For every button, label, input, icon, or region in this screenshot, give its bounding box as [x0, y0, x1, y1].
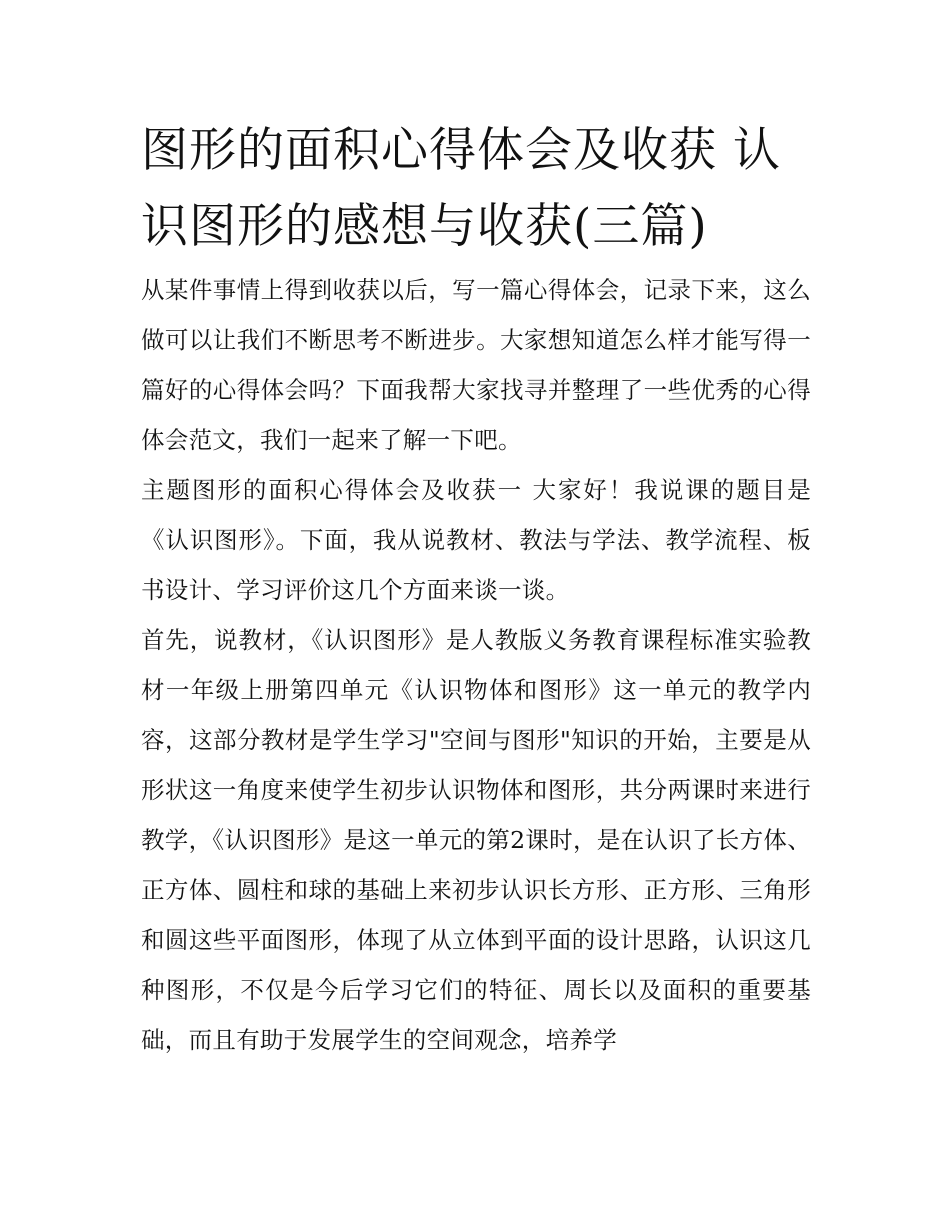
document-page	[141, 113, 811, 1065]
paragraph-textbook: 首先，说教材，《认识图形》是人教版义务教育课程标准实验教材一年级上册第四单元《认识物体和图形》这一单元的教学内容，这部分教材是学生学习"空间与图形"知识的开始，主要是从形状这一角度来使学生初步认识物体和图形，共分两课时来进行教学，《认识图形》是这一单元的第2课时，是在认识了长方体、正方体、圆柱和球的基础上来初步认识长方形、正方形、三角形和圆这些平面图形，体现了从立体到平面的设计思路，认识这几种图形，不仅是今后学习它们的特征、周长以及面积的重要基础，而且有助于发展学生的空间观念，培养学	[141, 626, 811, 1054]
document-title: 图形的面积心得体会及收获 认识图形的感想与收获(三篇)	[141, 123, 781, 254]
paragraph-intro: 从某件事情上得到收获以后，写一篇心得体会，记录下来，这么做可以让我们不断思考不断进步。大家想知道怎么样才能写得一篇好的心得体会吗？下面我帮大家找寻并整理了一些优秀的心得体会范文，我们一起来了解一下吧。	[141, 276, 811, 454]
paragraph-topic-one: 主题图形的面积心得体会及收获一 大家好！我说课的题目是《认识图形》。下面，我从说教材、教法与学法、教学流程、板书设计、学习评价这几个方面来谈一谈。	[141, 476, 811, 604]
